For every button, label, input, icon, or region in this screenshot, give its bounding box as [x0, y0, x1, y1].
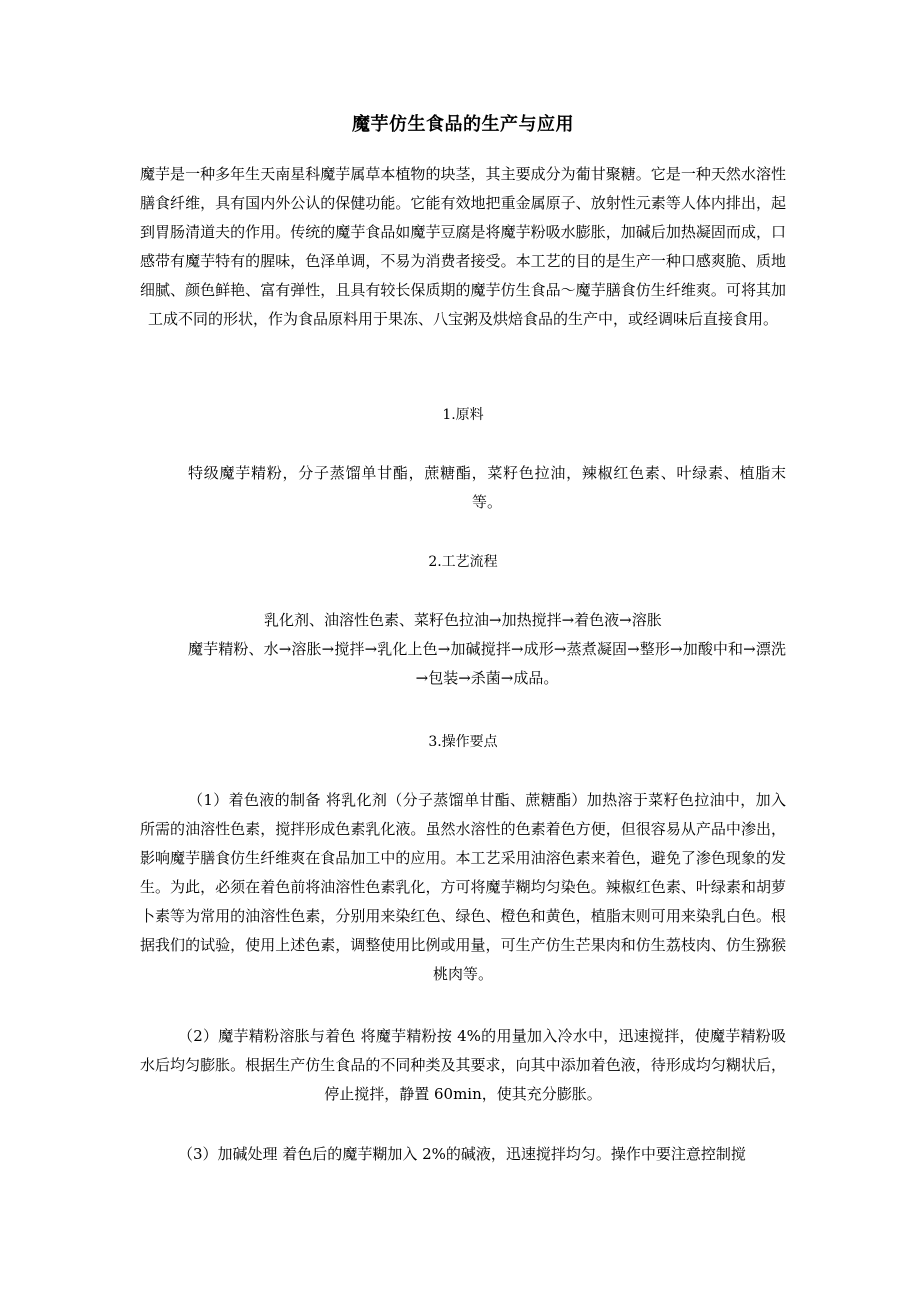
process-flow-line-1: 乳化剂、油溶性色素、菜籽色拉油→加热搅拌→着色液→溶胀	[264, 611, 662, 629]
intro-paragraph: 魔芋是一种多年生天南星科魔芋属草本植物的块茎，其主要成分为葡甘聚糖。它是一种天然水溶性膳食纤维，具有国内外公认的保健功能。它能有效地把重金属原子、放射性元素等人体内排出，起到胃肠清道夫的作用。传统的魔芋食品如魔芋豆腐是将魔芋粉吸水膨胀，加碱后加热凝固而成，口感带有魔芋特有的腥味，色泽单调，不易为消费者接受。本工艺的目的是生产一种口感爽脆、质地细腻、颜色鲜艳、富有弹性，且具有较长保质期的魔芋仿生食品～魔芋膳食仿生纤维爽。可将其加工成不同的形状，作为食品原料用于果冻、八宝粥及烘焙食品的生产中，或经调味后直接食用。	[140, 165, 786, 328]
document-title: 魔芋仿生食品的生产与应用	[352, 114, 574, 135]
process-flow-line-2: 魔芋精粉、水→溶胀→搅拌→乳化上色→加碱搅拌→成形→蒸煮凝固→整形→加酸中和→漂洗→包装→杀菌→成品。	[188, 640, 786, 687]
section-heading-operations: 3.操作要点	[428, 734, 498, 750]
operation-paragraph-1: （1）着色液的制备 将乳化剂（分子蒸馏单甘酯、蔗糖酯）加热溶于菜籽色拉油中，加入所需的油溶性色素，搅拌形成色素乳化液。虽然水溶性的色素着色方便，但很容易从产品中渗出，影响魔芋膳食仿生纤维爽在食品加工中的应用。本工艺采用油溶色素来着色，避免了渗色现象的发生。为此，必须在着色前将油溶性色素乳化，方可将魔芋糊均匀染色。辣椒红色素、叶绿素和胡萝卜素等为常用的油溶性色素，分别用来染红色、绿色、橙色和黄色，植脂末则可用来染乳白色。根据我们的试验，使用上述色素，调整使用比例或用量，可生产仿生芒果肉和仿生荔枝肉、仿生猕猴桃肉等。	[140, 791, 786, 983]
materials-paragraph: 特级魔芋精粉，分子蒸馏单甘酯，蔗糖酯，菜籽色拉油，辣椒红色素、叶绿素、植脂末等。	[188, 464, 786, 511]
operation-paragraph-3: （3）加碱处理 着色后的魔芋糊加入 2%的碱液，迅速搅拌均匀。操作中要注意控制搅	[178, 1145, 746, 1163]
section-heading-process: 2.工艺流程	[428, 554, 498, 570]
operation-paragraph-2: （2）魔芋精粉溶胀与着色 将魔芋精粉按 4%的用量加入冷水中，迅速搅拌，使魔芋精粉吸水后均匀膨胀。根据生产仿生食品的不同种类及其要求，向其中添加着色液，待形成均匀糊状后，停止搅拌，静置 60min，使其充分膨胀。	[140, 1027, 786, 1103]
section-heading-materials: 1.原料	[442, 407, 484, 423]
